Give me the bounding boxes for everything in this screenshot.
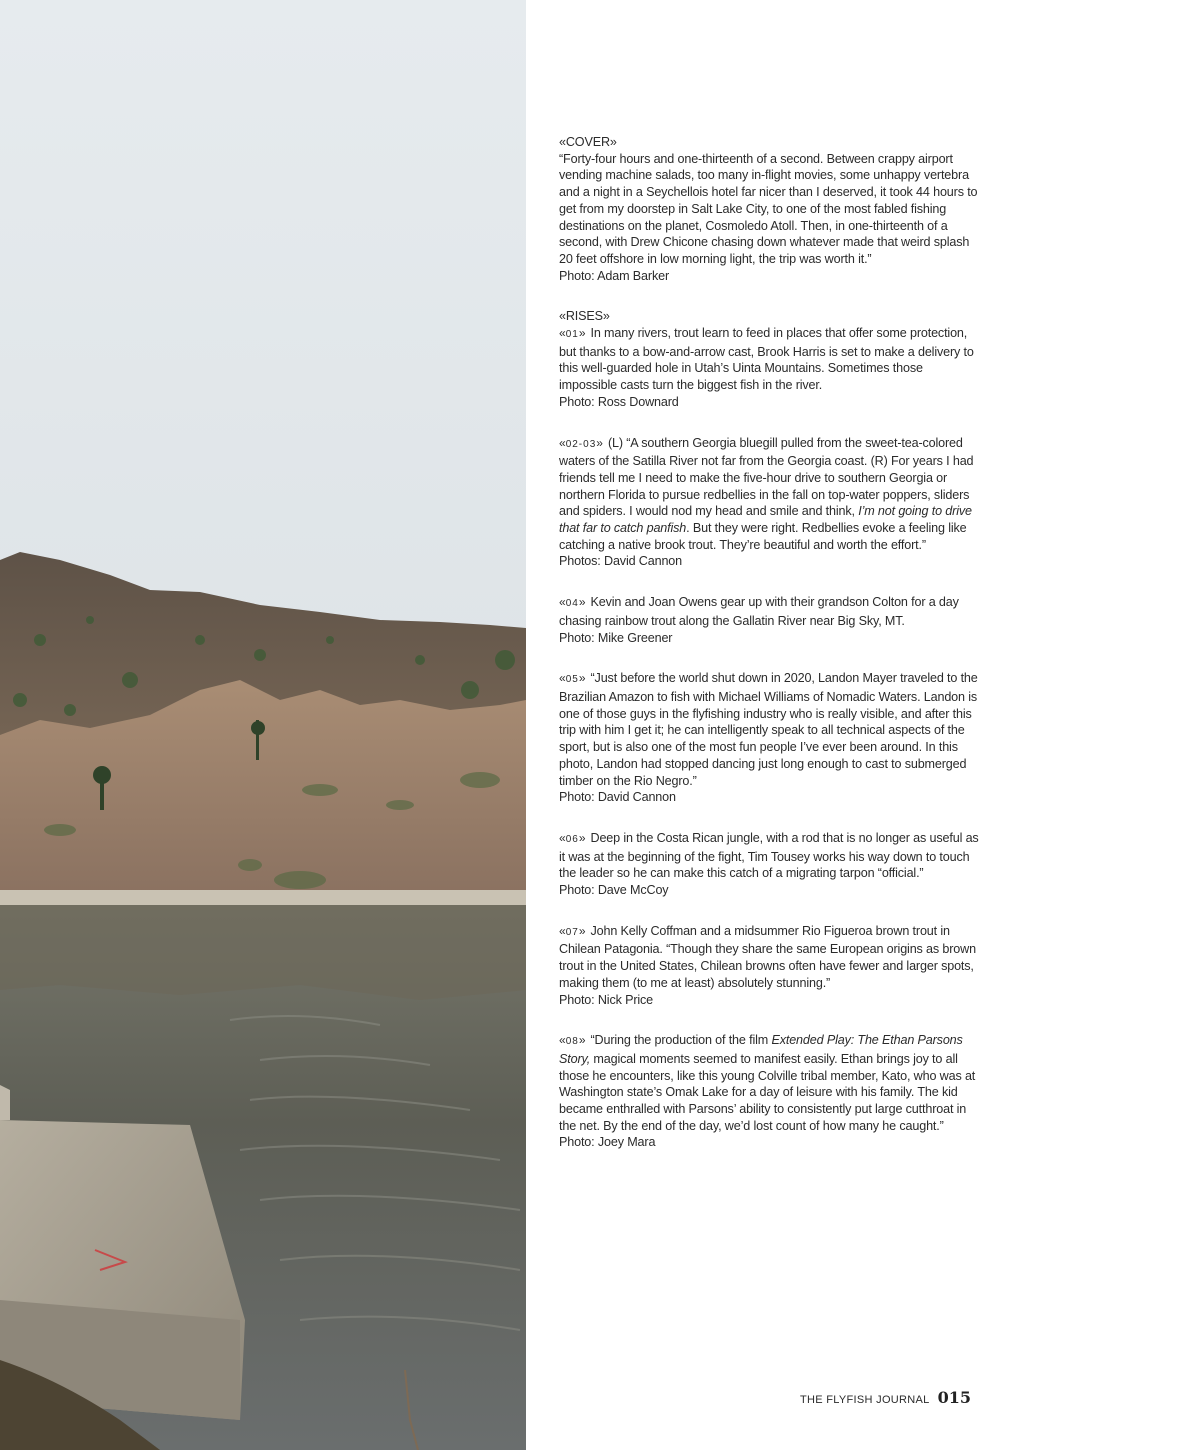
page-footer	[800, 1388, 971, 1407]
caption-01: «01» In many rivers, trout learn to feed in places that offer some protection, but thanks to a bow-and-arrow cast, Brook Harris is set to make a delivery to this well-guarded hole in Utah’s Uinta Mountains. Sometimes those impossible casts turn the biggest fish in the river.	[559, 326, 974, 393]
caption-block-01	[559, 325, 979, 411]
caption-tag: «06»	[559, 830, 586, 845]
caption-block-08	[559, 1032, 979, 1151]
caption-tag: «08»	[559, 1033, 586, 1048]
caption-06: «06» Deep in the Costa Rican jungle, with a rod that is no longer as useful as it was at the beginning of the fight, Tim Tousey works his way down to touch the leader so he can make this catch of a migrating tarpon “official.”	[559, 830, 979, 881]
caption-tag: «05»	[559, 671, 586, 686]
journal-name: THE FLYFISH JOURNAL	[800, 1394, 930, 1406]
caption-tag: «01»	[559, 326, 586, 341]
cover-heading: «COVER»	[559, 135, 617, 149]
caption-credit: Photo: Ross Downard	[559, 394, 679, 409]
caption-credit: Photos: David Cannon	[559, 554, 683, 569]
caption-credit: Photo: Dave McCoy	[559, 883, 669, 898]
caption-credit: Photo: Nick Price	[559, 992, 654, 1007]
caption-block-05	[559, 670, 979, 806]
caption-credit: Photo: Joey Mara	[559, 1135, 656, 1150]
caption-block-04	[559, 594, 979, 646]
caption-credit: Photo: Mike Greener	[559, 630, 673, 645]
rises-heading: «RISES»	[559, 309, 610, 324]
lake-photo	[0, 0, 526, 1450]
caption-02-03: «02-03» (L) “A southern Georgia bluegill pulled from the sweet-tea-colored waters of the Satilla River not far from the Georgia coast. (R) For years I had friends tell me I need to make the five-hour drive to southern Georgia or northern Florida to pursue redbellies in the fall on top-water poppers, sliders and spiders. I would nod my head and smile and think, I’m not going to drive that far to catch panfish. But they were right. Redbellies evoke a feeling like catching a native brook trout. They’re beautiful and worth the effort.”	[559, 435, 974, 552]
caption-credit: Photo: David Cannon	[559, 790, 676, 805]
captions-column	[559, 134, 979, 1175]
lake-landscape-image	[0, 0, 526, 1450]
cover-credit: Photo: Adam Barker	[559, 268, 670, 283]
cover-caption-block	[559, 134, 979, 284]
cover-caption: “Forty-four hours and one-thirteenth of a second. Between crappy airport vending machine salads, too many in-flight movies, some unhappy vertebra and a night in a Seychellois hotel far nicer than I deserved, it took 44 hours to get from my doorstep in Salt Lake City, to one of the most fabled fishing destinations on the planet, Cosmoledo Atoll. Then, in one-thirteenth of a second, with Drew Chicone chasing down whatever made that weird splash 20 feet offshore in low morning light, the trip was worth it.”	[559, 151, 978, 266]
caption-block-02-03	[559, 435, 979, 571]
caption-block-07	[559, 923, 979, 1009]
caption-tag: «07»	[559, 923, 586, 938]
page-number: 015	[937, 1388, 971, 1407]
caption-07: «07» John Kelly Coffman and a midsummer Rio Figueroa brown trout in Chilean Patagonia. “Though they share the same European origins as brown trout in the United States, Chilean browns often have fewer and larger spots, making them (to me at least) absolutely stunning.”	[559, 923, 976, 990]
caption-tag: «04»	[559, 595, 586, 610]
caption-tag: «02-03»	[559, 435, 603, 450]
caption-block-06	[559, 830, 979, 899]
caption-05: «05» “Just before the world shut down in 2020, Landon Mayer traveled to the Brazilian Amazon to fish with Michael Williams of Nomadic Waters. Landon is one of those guys in the flyfishing industry who is really visible, and after this trip with him I get it; he can intelligently speak to all technical aspects of the sport, but is also one of the most fun people I’ve ever been around. In this photo, Landon had stopped dancing just long enough to cast to submerged timber on the Rio Negro.”	[559, 671, 978, 788]
caption-08: «08» “During the production of the film Extended Play: The Ethan Parsons Story, magical moments seemed to manifest easily. Ethan brings joy to all those he encounters, like this young Colville tribal member, Kato, who was at Washington state’s Omak Lake for a day of leisure with his family. The kid became enthralled with Parsons’ ability to consistently put large cutthroat in the net. By the end of the day, we’d lost count of how many he caught.”	[559, 1033, 976, 1133]
caption-04: «04» Kevin and Joan Owens gear up with their grandson Colton for a day chasing rainbow trout along the Gallatin River near Big Sky, MT.	[559, 595, 959, 628]
